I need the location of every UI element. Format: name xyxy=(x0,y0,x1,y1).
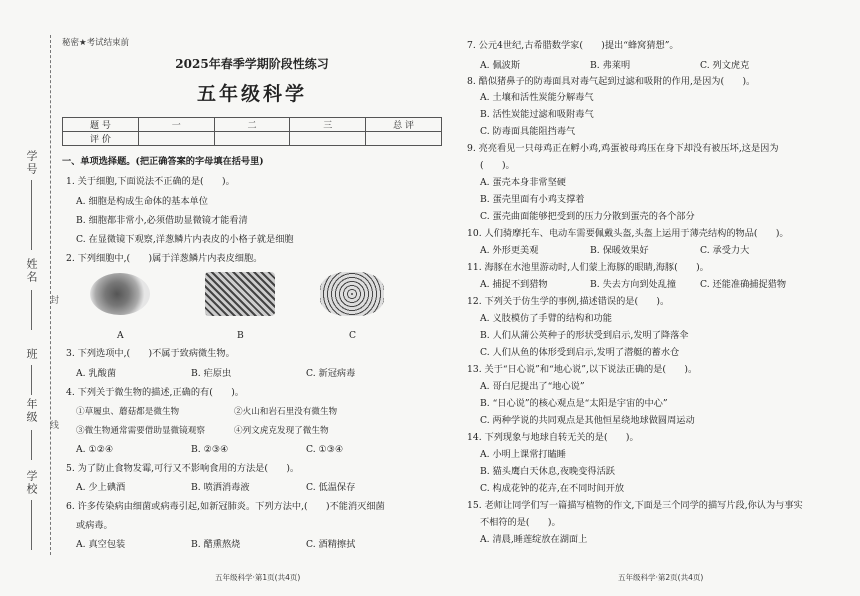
option-6b: B. 醋熏熬烧 xyxy=(191,539,241,550)
section-title: 一、单项选择题。(把正确答案的字母填在括号里) xyxy=(62,156,264,167)
image-label-c: C xyxy=(349,330,357,341)
score-cell: 评 价 xyxy=(63,132,139,146)
score-cell: 总 评 xyxy=(366,118,442,132)
option-8b: B. 活性炭能过滤和吸附毒气 xyxy=(480,109,594,120)
question-2: 2. 下列细胞中,( )属于洋葱鳞片内表皮细胞。 xyxy=(66,253,263,264)
exam-title: 2025年春季学期阶段性练习 xyxy=(175,57,329,71)
score-cell xyxy=(214,132,290,146)
option-13b: B. “日心说”的核心观点是“太阳是宇宙的中心” xyxy=(480,398,668,409)
score-table xyxy=(62,117,442,146)
option-15a: A. 清晨,睡莲绽放在湖面上 xyxy=(480,534,588,545)
name-line xyxy=(31,290,32,330)
option-4b: B. ②③④ xyxy=(191,444,229,455)
option-10b: B. 保暖效果好 xyxy=(590,245,649,256)
option-4a: A. ①②④ xyxy=(76,444,114,455)
subject-title: 五年级科学 xyxy=(196,83,307,105)
option-7b: B. 弗莱明 xyxy=(590,60,631,71)
score-cell: 三 xyxy=(290,118,366,132)
page-footer-left: 五年级科学·第1页(共4页) xyxy=(215,573,301,582)
cell-image-c xyxy=(320,272,384,316)
question-9-cont: ( )。 xyxy=(480,160,515,171)
question-3: 3. 下列选项中,( )不属于致病微生物。 xyxy=(66,348,235,359)
grade-line xyxy=(31,430,32,460)
option-8c: C. 防毒面具能阻挡毒气 xyxy=(480,126,576,137)
question-13: 13. 关于“日心说”和“地心说”,以下说法正确的是( )。 xyxy=(467,364,698,375)
option-14a: A. 小明上课常打瞌睡 xyxy=(480,449,566,460)
class-line xyxy=(31,365,32,395)
option-9b: B. 蛋壳里面有小鸡支撑着 xyxy=(480,194,585,205)
option-3b: B. 疟原虫 xyxy=(191,368,232,379)
option-11b: B. 失去方向到处乱撞 xyxy=(590,279,677,290)
statement-4-3: ③微生物通常需要借助显微镜观察 xyxy=(76,426,205,436)
option-6a: A. 真空包装 xyxy=(76,539,126,550)
option-10c: C. 承受力大 xyxy=(700,245,750,256)
question-6-cont: 或病毒。 xyxy=(76,520,113,531)
option-9c: C. 蛋壳曲面能够把受到的压力分散到蛋壳的各个部分 xyxy=(480,211,695,222)
score-cell xyxy=(138,132,214,146)
question-5: 5. 为了防止食物发霉,可行又不影响食用的方法是( )。 xyxy=(66,463,300,474)
option-12a: A. 义肢模仿了手臂的结构和功能 xyxy=(480,313,612,324)
score-cell: 题 号 xyxy=(63,118,139,132)
question-12: 12. 下列关于仿生学的事例,描述错误的是( )。 xyxy=(467,296,670,307)
grade-label: 年级 xyxy=(25,398,38,424)
option-11a: A. 捕捉不到猎物 xyxy=(480,279,548,290)
option-13a: A. 哥白尼提出了“地心说” xyxy=(480,381,585,392)
question-8: 8. 酷似猪鼻子的防毒面具对毒气起到过滤和吸附的作用,是因为( )。 xyxy=(467,76,756,87)
option-1c: C. 在显微镜下观察,洋葱鳞片内表皮的小格子就是细胞 xyxy=(76,234,294,245)
student-id-label: 学号 xyxy=(25,150,38,176)
cell-image-b xyxy=(205,272,275,316)
option-4c: C. ①③④ xyxy=(306,444,344,455)
option-8a: A. 土壤和活性炭能分解毒气 xyxy=(480,92,594,103)
question-6: 6. 许多传染病由细菌或病毒引起,如新冠肺炎。下列方法中,( )不能消灭细菌 xyxy=(66,501,385,512)
option-7c: C. 列文虎克 xyxy=(700,60,750,71)
option-3c: C. 新冠病毒 xyxy=(306,368,356,379)
option-1b: B. 细胞都非常小,必须借助显微镜才能看清 xyxy=(76,215,248,226)
statement-4-4: ④列文虎克发现了微生物 xyxy=(234,426,329,436)
question-11: 11. 海豚在水池里游动时,人们蒙上海豚的眼睛,海豚( )。 xyxy=(467,262,709,273)
question-14: 14. 下列现象与地球自转无关的是( )。 xyxy=(467,432,639,443)
score-cell: 一 xyxy=(138,118,214,132)
option-6c: C. 酒精擦拭 xyxy=(306,539,356,550)
option-7a: A. 佩波斯 xyxy=(480,60,521,71)
option-14c: C. 构成花钟的花卉,在不同时间开放 xyxy=(480,483,625,494)
question-9: 9. 亮亮看见一只母鸡正在孵小鸡,鸡蛋被母鸡压在身下却没有被压坏,这是因为 xyxy=(467,143,779,154)
class-label: 班 xyxy=(25,348,38,361)
option-12c: C. 人们从鱼的体形受到启示,发明了潜艇的蓄水仓 xyxy=(480,347,680,358)
image-label-b: B xyxy=(237,330,244,341)
secret-label: 秘密★考试结束前 xyxy=(62,38,130,48)
question-7: 7. 公元4世纪,古希腊数学家( )提出“蜂窝猜想”。 xyxy=(467,40,679,51)
question-15: 15. 老师让同学们写一篇描写植物的作文,下面是三个同学的描写片段,你认为与事实 xyxy=(467,500,803,511)
student-id-line xyxy=(31,180,32,250)
seal-mark: 封 xyxy=(48,295,58,304)
option-5a: A. 少上碘酒 xyxy=(76,482,126,493)
statement-4-1: ①草履虫、蘑菇都是微生物 xyxy=(76,407,180,417)
binding-margin xyxy=(0,0,62,596)
school-line xyxy=(31,500,32,550)
option-3a: A. 乳酸菌 xyxy=(76,368,117,379)
statement-4-2: ②火山和岩石里没有微生物 xyxy=(234,407,338,417)
score-cell xyxy=(290,132,366,146)
option-12b: B. 人们从蒲公英种子的形状受到启示,发明了降落伞 xyxy=(480,330,689,341)
option-9a: A. 蛋壳本身非常坚硬 xyxy=(480,177,566,188)
name-label: 姓名 xyxy=(25,258,38,284)
option-1a: A. 细胞是构成生命体的基本单位 xyxy=(76,196,208,207)
line-mark: 线 xyxy=(48,420,58,429)
question-1: 1. 关于细胞,下面说法不正确的是( )。 xyxy=(66,176,235,187)
option-11c: C. 还能准确捕捉猎物 xyxy=(700,279,787,290)
option-10a: A. 外形更美观 xyxy=(480,245,539,256)
school-label: 学校 xyxy=(25,470,38,496)
cell-image-a xyxy=(90,273,150,315)
image-label-a: A xyxy=(117,330,124,341)
score-cell: 二 xyxy=(214,118,290,132)
question-4: 4. 下列关于微生物的描述,正确的有( )。 xyxy=(66,387,244,398)
page-footer-right: 五年级科学·第2页(共4页) xyxy=(618,573,704,582)
option-13c: C. 两种学说的共同观点是其他恒星绕地球做圆周运动 xyxy=(480,415,695,426)
question-10: 10. 人们骑摩托车、电动车需要佩戴头盔,头盔上运用于薄壳结构的物品( )。 xyxy=(467,228,789,239)
option-5b: B. 喷洒消毒液 xyxy=(191,482,250,493)
score-cell xyxy=(366,132,442,146)
question-15-cont: 不相符的是( )。 xyxy=(480,517,561,528)
option-5c: C. 低温保存 xyxy=(306,482,356,493)
option-14b: B. 猫头鹰白天休息,夜晚变得活跃 xyxy=(480,466,615,477)
